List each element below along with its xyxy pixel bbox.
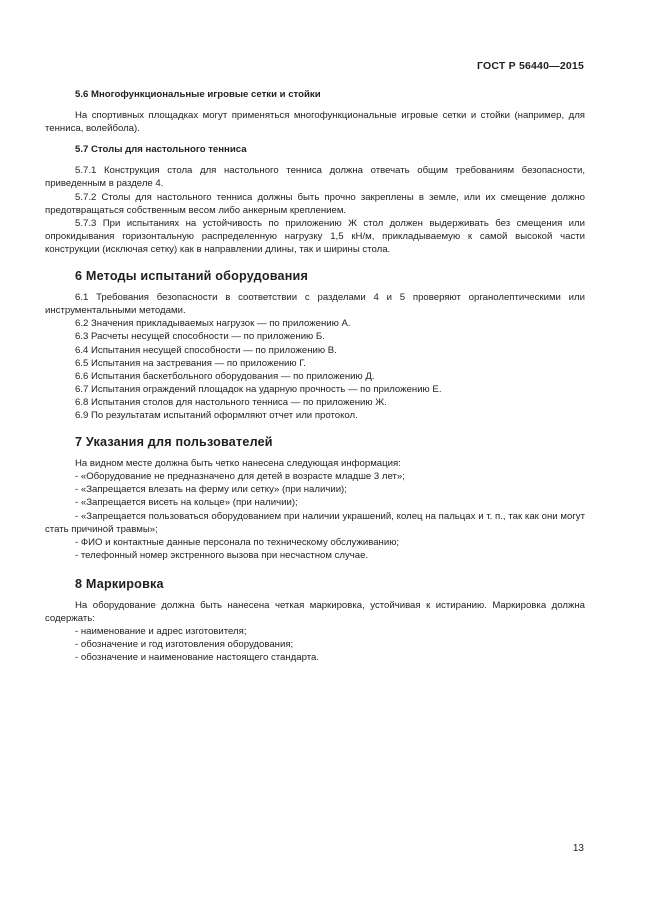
clause-item: 6.5 Испытания на застревания — по приложению Г.	[75, 357, 306, 369]
clause-5-7-3: 5.7.3 При испытаниях на устойчивость по приложению Ж стол должен выдерживать без смещения или опрокидывания горизонтальную распределенную нагрузку 1,5 кН/м, прикладываемую к самой высокой части конструкции (исключая сетку) как в направлении длины, так и ширины стола.	[45, 217, 585, 255]
section-6-heading: 6 Методы испытаний оборудования	[75, 269, 309, 284]
list-item: - «Запрещается влезать на ферму или сетку» (при наличии);	[75, 484, 347, 496]
page-content	[45, 88, 585, 664]
section-7-intro: На видном месте должна быть четко нанесена следующая информация:	[75, 458, 401, 470]
list-item: - телефонный номер экстренного вызова при несчастном случае.	[75, 549, 369, 561]
list-item: - обозначение и год изготовления оборудования;	[75, 639, 294, 651]
standard-designation: ГОСТ Р 56440—2015	[476, 60, 584, 72]
clause-item: 6.6 Испытания баскетбольного оборудования — по приложению Д.	[75, 370, 375, 382]
list-item: - ФИО и контактные данные персонала по техническому обслуживанию;	[75, 536, 400, 548]
clause-item: 6.9 По результатам испытаний оформляют отчет или протокол.	[75, 409, 358, 421]
section-8-heading: 8 Маркировка	[75, 576, 164, 591]
section-7-heading: 7 Указания для пользователей	[75, 435, 273, 450]
clause-item: 6.4 Испытания несущей способности — по приложению В.	[75, 344, 337, 356]
list-item: - «Запрещается висеть на кольце» (при наличии);	[75, 497, 298, 509]
clause-item: 6.3 Расчеты несущей способности — по приложению Б.	[75, 331, 325, 343]
clause-6-1: 6.1 Требования безопасности в соответствии с разделами 4 и 5 проверяют органолептическими или инструментальными методами.	[45, 292, 585, 317]
clause-item: 6.2 Значения прикладываемых нагрузок — по приложению А.	[75, 318, 351, 330]
clause-5-7-2: 5.7.2 Столы для настольного тенниса должны быть прочно закреплены в земле, или их смещение должно предотвращаться собственным весом либо анкерным креплением.	[45, 191, 585, 216]
list-item: - «Запрещается пользоваться оборудованием при наличии украшений, колец на пальцах и т. п., так как они могут стать причиной травмы»;	[45, 510, 585, 535]
page-number: 13	[572, 843, 584, 854]
clause-5-7-1: 5.7.1 Конструкция стола для настольного тенниса должна отвечать общим требованиям безопасности, приведенным в разделе 4.	[45, 165, 585, 190]
clause-item: 6.8 Испытания столов для настольного тенниса — по приложению Ж.	[75, 396, 387, 408]
section-5-6-heading: 5.6 Многофункциональные игровые сетки и стойки	[75, 89, 321, 100]
clause-item: 6.7 Испытания ограждений площадок на ударную прочность — по приложению Е.	[75, 383, 442, 395]
list-item: - наименование и адрес изготовителя;	[75, 626, 247, 638]
section-8-intro: На оборудование должна быть нанесена четкая маркировка, устойчивая к истиранию. Маркировка должна содержать:	[45, 600, 585, 625]
section-5-6-paragraph: На спортивных площадках могут применяться многофункциональные игровые сетки и стойки (например, для тенниса, волейбола).	[45, 110, 585, 135]
section-5-7-heading: 5.7 Столы для настольного тенниса	[75, 144, 247, 156]
list-item: - «Оборудование не предназначено для детей в возрасте младше 3 лет»;	[75, 471, 405, 483]
list-item: - обозначение и наименование настоящего стандарта.	[75, 652, 320, 664]
